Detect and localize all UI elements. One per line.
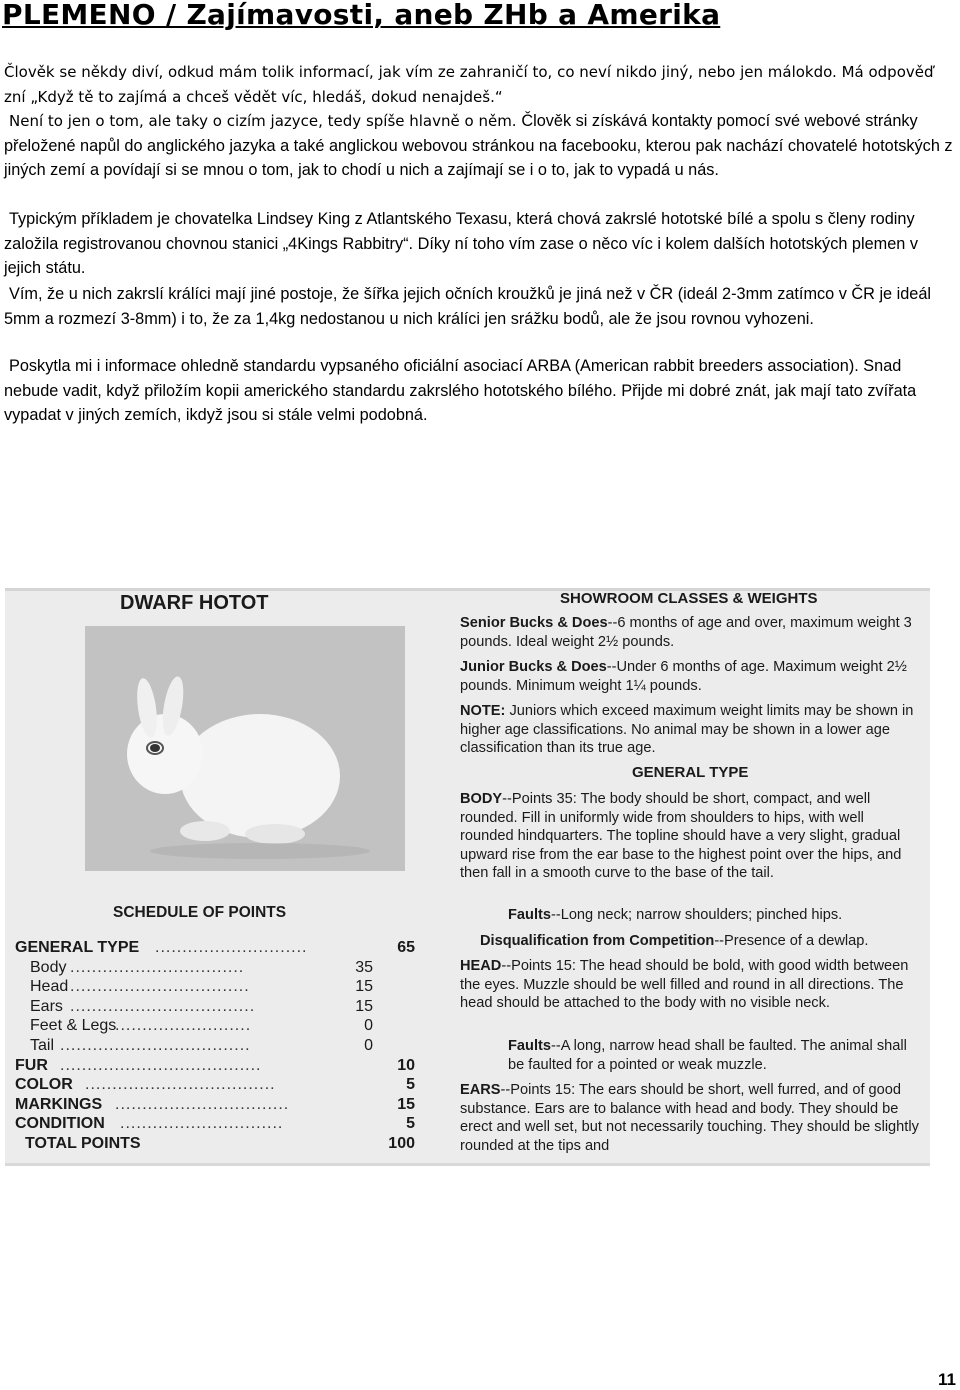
points-leader-dots: ................................ (70, 958, 245, 976)
points-leader-dots: ................................ (115, 1095, 290, 1113)
showroom-heading: SHOWROOM CLASSES & WEIGHTS (560, 590, 818, 607)
paragraph-lindsey (4, 207, 956, 281)
points-label: FUR (15, 1056, 48, 1074)
points-row (15, 997, 425, 1017)
points-value: 35 (355, 958, 373, 976)
paragraph-arba (4, 354, 956, 428)
points-leader-dots: ............................ (155, 939, 308, 956)
points-leader-dots: ......................... (115, 1017, 252, 1035)
points-row (15, 958, 425, 978)
points-label: MARKINGS (15, 1095, 103, 1113)
points-row (15, 1095, 425, 1115)
points-label: Feet & Legs (30, 1017, 117, 1035)
schedule-title: SCHEDULE OF POINTS (113, 904, 287, 921)
points-row (15, 938, 425, 958)
points-leader-dots: .................................. (70, 997, 256, 1015)
points-row (15, 1016, 425, 1036)
points-leader-dots: ................................. (70, 978, 250, 996)
age-note: NOTE: Juniors which exceed maximum weight limits may be shown in higher age classifications. No animal may be shown in a lower age classification than its true age. (460, 703, 914, 757)
paragraph-differences (4, 282, 956, 331)
points-leader-dots: .............................. (120, 1115, 284, 1133)
points-label: Ears (30, 997, 63, 1015)
points-value: 100 (388, 1134, 415, 1152)
points-value: 15 (355, 978, 373, 996)
points-label: Body (30, 958, 67, 976)
points-label: TOTAL POINTS (25, 1134, 141, 1152)
general-type-heading: GENERAL TYPE (632, 764, 749, 781)
points-label: CONDITION (15, 1115, 105, 1133)
points-label: GENERAL TYPE (15, 939, 140, 956)
paragraph-lindsey-text: Typickým příkladem je chovatelka Lindsey King z Atlantského Texasu, která chová zakrslé hototské bílé a spolu s členy rodiny založila registrovanou chovnou stanici „4Kings Rabbitry“. Díky ní toho vím zase o něco víc i kolem dalších hototských plemen v jejich státu. (4, 210, 918, 277)
arba-standard-scan (5, 588, 930, 1166)
points-value: 5 (406, 1115, 415, 1133)
paragraph-arba-text: Poskytla mi i informace ohledně standardu vypsaného oficiální asociací ARBA (American rabbit breeders association). Snad nebude vadit, když přiložím kopii amerického standardu zakrslého hototského bílého. Přijde mi dobré znát, jak mají tato zvířata vypadat v jiných zemích, ikdyž jsou si stále velmi podobná. (4, 357, 917, 424)
points-label: Head (30, 978, 69, 996)
paragraph-intro-text: Člověk se někdy diví, odkud mám tolik informací, jak vím ze zahraničí to, co neví nikdo jiný, nebo jen málokdo. Má odpověď zní „Když tě to zajímá a chceš vědět víc, hledáš, dokud nenajdeš.“ (4, 63, 934, 106)
points-row (15, 1134, 425, 1154)
points-row (15, 1036, 425, 1056)
ears-description: EARS--Points 15: The ears should be short, well furred, and of good substance. Ears are to balance with head and body. They should be erect and well set, but not necessarily touching. They should be slightly rounded at the tips and (460, 1082, 919, 1154)
page-title: PLEMENO / Zajímavosti, aneb ZHb a Amerika (2, 0, 721, 30)
points-label: COLOR (15, 1076, 73, 1094)
head-description: HEAD--Points 15: The head should be bold, with good width between the eyes. Muzzle should be well filled and round in all directions. The head should be attached to the body with no visible neck. (460, 958, 909, 1012)
points-label: Tail (30, 1036, 55, 1054)
paragraph-differences-text: Vím, že u nich zakrslí králíci mají jiné postoje, že šířka jejich očních kroužků je jiná než v ČR (ideál 2-3mm zatímco v ČR je ideál 5mm a rozmezí 3-8mm) i to, že za 1,4kg nedostanou u nich králíci jen srážku bodů, ale že jsou rovnou vyhozeni. (4, 285, 932, 328)
points-value: 15 (397, 1095, 415, 1113)
body-disqualification: Disqualification from Competition--Presence of a dewlap. (480, 933, 869, 949)
paragraph-intro-language: Není to jen o tom, ale taky o cizím jazyce, tedy spíše hlavně o něm. (9, 112, 517, 130)
points-leader-dots: ..................................... (60, 1056, 262, 1074)
points-value: 0 (364, 1017, 373, 1035)
page-number: 11 (938, 1370, 956, 1389)
paragraph-intro (4, 60, 956, 183)
head-faults: Faults--A long, narrow head shall be faulted. The animal shall be faulted for a pointed or weak muzzle. (508, 1038, 907, 1073)
body-faults: Faults--Long neck; narrow shoulders; pinched hips. (508, 907, 843, 923)
points-value: 5 (406, 1076, 415, 1094)
points-row (15, 977, 425, 997)
senior-class: Senior Bucks & Does--6 months of age and over, maximum weight 3 pounds. Ideal weight 2½ pounds. (460, 615, 912, 650)
rabbit-photo (85, 626, 405, 871)
body-description: BODY--Points 35: The body should be short, compact, and well rounded. Fill in uniformly wide from shoulders to hips, with well rounded hindquarters. The topline should have a very slight, gradual upward rise from the ear base to the highest point over the hips, and then fall in a smooth curve to the base of the tail. (460, 791, 902, 882)
points-leader-dots: ................................... (60, 1036, 251, 1054)
paragraph-intro-contacts: Člověk si získává kontakty pomocí své webové stránky přeložené napůl do anglického jazyka a také anglickou webovou stránkou na facebooku, kterou pak nachází chovatelé hototských z jiných zemí a povídají si se mnou o tom, jak to chodí u nich a zajímají se i o to, jak to vypadá u nás. (4, 112, 953, 179)
points-row (15, 1056, 425, 1076)
points-value: 65 (397, 939, 415, 956)
points-row (15, 1075, 425, 1095)
breed-title: DWARF HOTOT (120, 592, 269, 614)
junior-class: Junior Bucks & Does--Under 6 months of age. Maximum weight 2½ pounds. Minimum weight 1¼ pounds. (460, 659, 907, 694)
points-value: 10 (397, 1056, 415, 1074)
points-value: 15 (355, 997, 373, 1015)
points-row (15, 1114, 425, 1134)
schedule-of-points (15, 938, 425, 1154)
points-value: 0 (364, 1036, 373, 1054)
points-leader-dots: ................................... (85, 1076, 276, 1094)
